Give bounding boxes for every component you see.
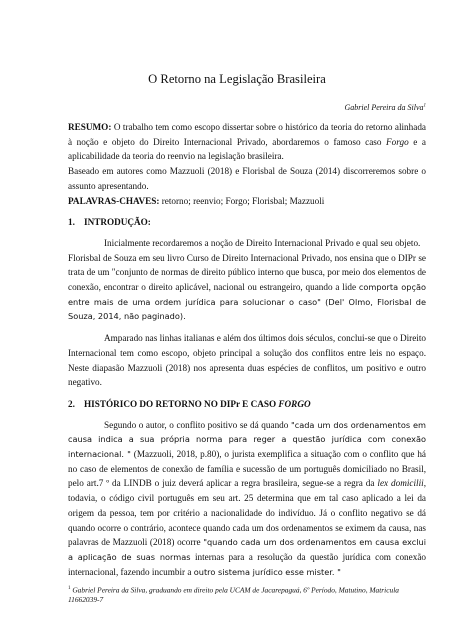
author-name: Gabriel Pereira da Silva: [344, 103, 424, 112]
s1p2-text-a: Florisbal de Souza em seu livro Curso de Direito Internacional Privado, nos ensina que o DIPr se trata de um: [68, 252, 426, 278]
document-title: O Retorno na Legislação Brasileira: [148, 72, 326, 86]
abstract-label: RESUMO:: [68, 122, 112, 132]
section-2-title: HISTÓRICO DO RETORNO NO DIPr E CASO: [84, 398, 279, 409]
author-line: [344, 103, 426, 112]
section-1-title: INTRODUÇÃO:: [84, 217, 151, 228]
section-2-number: 2.: [68, 398, 75, 409]
abstract-paragraph: [68, 120, 426, 164]
keywords-label: PALAVRAS-CHAVES:: [68, 195, 160, 206]
section-1-heading: [68, 215, 426, 230]
s1p2-quote: "conjunto de normas de direito público interno que busca, por meio dos elementos de conexão, encontrar o direito aplicável, nacional ou estrangeiro, quando a lide: [68, 267, 427, 293]
section-2-paragraph-1: [68, 418, 426, 580]
s1p2-quote-sans: comporta opção entre mais de uma ordem jurídica para solucionar o caso": [68, 282, 426, 307]
abstract-forgo: Forgo: [386, 136, 409, 147]
s2p1-lex-domicilii: lex domicilii: [377, 478, 424, 489]
author-footnote-mark: 1: [423, 103, 426, 109]
footnote-mark: 1: [68, 586, 71, 591]
section-1-number: 1.: [68, 217, 75, 228]
s2p1-quote3-sans: outro sistema jurídico esse mister. ": [193, 566, 341, 577]
section-1-paragraph-2: [68, 251, 426, 325]
s2p1-text-c: , todavia, o código civil português em seu art. 25 determina que em tal caso aplicado a lei da origem da pessoa, tem por critério a nacionalidade do indivíduo. Já o conflito negativo se dá quando ocorre o contrário, acontece quando cada um dos ordenamentos se eximem da causa, nas palavras de Mazzuoli (2018) ocorre: [68, 478, 426, 548]
abstract-basis: Baseado em autores como Mazzuoli (2018) e Florisbal de Souza (2014) discorreremos sobre o assunto apresentando.: [68, 166, 426, 191]
keywords-paragraph: [68, 194, 426, 209]
section-1-paragraph-1: Inicialmente recordaremos a noção de Direito Internacional Privado e qual seu objeto.: [104, 237, 421, 248]
footnote-text: Gabriel Pereira da Silva, graduando em direito pela UCAM de Jacarepaguá, 6º Período, Matutino, Matricula 11662039-7: [68, 585, 399, 604]
s2p1-quote-sans: "cada um dos ordenamentos em causa indica a sua própria norma para reger a questão jurídica com conexão internacional. ": [68, 419, 426, 460]
s2p1-text-d: internas para a resolução da questão jurídica com conexão internacional, fazendo incumbir a: [68, 551, 426, 577]
spacer: [68, 324, 426, 331]
section-2-heading: [68, 397, 426, 412]
s2p1-text-b: (Mazzuoli, 2018, p.80), o jurista exemplifica a situação com o conflito que há no caso de elementos de conexão de família e sucessão de um português domiciliado no Brasil, pelo art.7 º da LINDB o juiz deverá aplicar a regra brasileira, segue-se a regra da: [68, 449, 426, 489]
footnote: [68, 584, 426, 604]
keywords-text: retorno; reenvio; Forgo; Florisbal; Mazzuoli: [159, 195, 325, 206]
abstract-text-2: e a aplicabilidade da teoria do reenvio na legislação brasileira.: [68, 136, 426, 162]
section-1-paragraph-3: Amparado nas linhas italianas e além dos últimos dois séculos, conclui-se que o Direito Internacional tem como escopo, objeto principal a solução dos conflitos entre leis no espaço. Neste diapasão Mazzuoli (2018) nos apresenta duas espécies de conflitos, um positivo e outro negativo.: [68, 333, 427, 388]
s1p2-text-b: (Del' Olmo, Florisbal de Souza, 2014, não paginado).: [68, 296, 426, 322]
s2p1-quote2-sans: "quando cada um dos ordenamentos em causa exclui a aplicação de suas normas: [68, 537, 426, 562]
section-2-title-italic: FORGO: [278, 398, 311, 409]
abstract-text: O trabalho tem como escopo dissertar sobre o histórico da teoria do retorno alinhada à noção e objeto do Direito Internacional Privado, abordaremos o famoso caso: [68, 122, 426, 147]
s2p1-text-a: Segundo o autor, o conflito positivo se dá quando: [104, 419, 291, 430]
document-body: [68, 120, 426, 579]
